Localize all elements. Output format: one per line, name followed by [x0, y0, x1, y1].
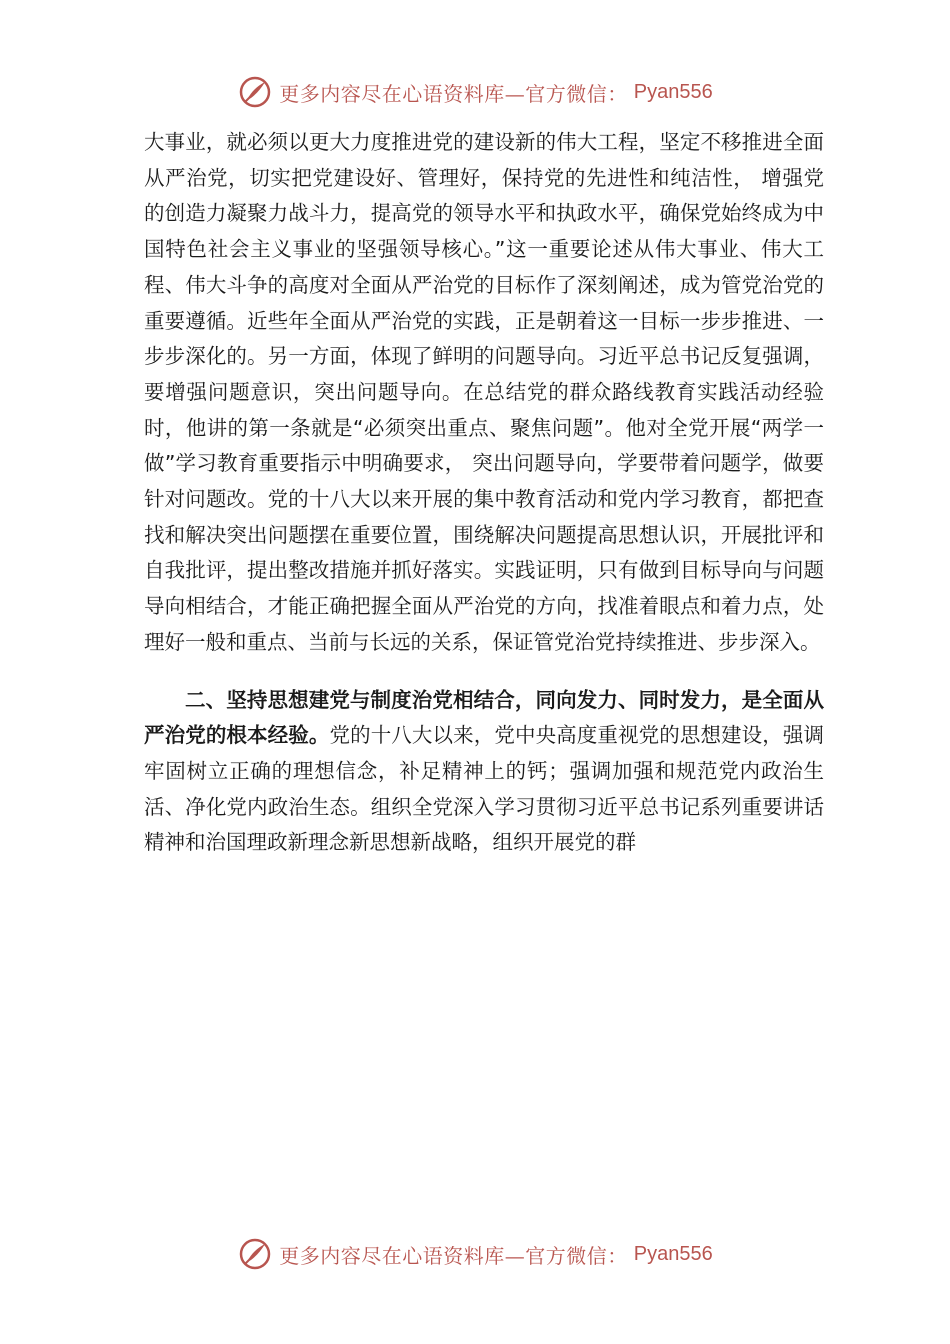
quill-logo-icon: [237, 1236, 273, 1272]
footer-watermark: [0, 1234, 950, 1274]
quill-logo-icon: [237, 74, 273, 110]
section-heading: 二、坚持思想建党与制度治党相结合，同向发力、同时发力，是全面从严治党的根本经验。: [144, 687, 824, 748]
paragraph-2-text: 党的十八大以来，党中央高度重视党的思想建设，强调牢固树立正确的理想信念，补足精神上的钙；强调加强和规范党内政治生活、净化党内政治生态。组织全党深入学习贯彻习近平总书记系列重要讲话精神和治国理政新理念新思想新战略，组织开展党的群: [144, 723, 824, 855]
paragraph-2: [144, 683, 824, 862]
document-body: [144, 125, 824, 861]
header-watermark: [0, 72, 950, 112]
header-watermark-id: Pyan556: [633, 80, 713, 103]
footer-watermark-id: Pyan556: [633, 1242, 713, 1265]
footer-watermark-text: 更多内容尽在心语资料库—官方微信：: [279, 1243, 628, 1268]
header-watermark-text: 更多内容尽在心语资料库—官方微信：: [279, 81, 628, 106]
paragraph-1: 大事业，就必须以更大力度推进党的建设新的伟大工程，坚定不移推进全面从严治党，切实把党建设好、管理好，保持党的先进性和纯洁性， 增强党的创造力凝聚力战斗力，提高党的领导水平和执政水平，确保党始终成为中国特色社会主义事业的坚强领导核心。”这一重要论述从伟大事业、伟大工程、伟大斗争的高度对全面从严治党的目标作了深刻阐述，成为管党治党的重要遵循。近些年全面从严治党的实践，正是朝着这一目标一步步推进、一步步深化的。另一方面，体现了鲜明的问题导向。习近平总书记反复强调，要增强问题意识，突出问题导向。在总结党的群众路线教育实践活动经验时，他讲的第一条就是“必须突出重点、聚焦问题”。他对全党开展“两学一做”学习教育重要指示中明确要求， 突出问题导向，学要带着问题学，做要针对问题改。党的十八大以来开展的集中教育活动和党内学习教育，都把查找和解决突出问题摆在重要位置，围绕解决问题提高思想认识，开展批评和自我批评，提出整改措施并抓好落实。实践证明，只有做到目标导向与问题导向相结合，才能正确把握全面从严治党的方向，找准着眼点和着力点，处理好一般和重点、当前与长远的关系，保证管党治党持续推进、步步深入。: [144, 130, 824, 654]
